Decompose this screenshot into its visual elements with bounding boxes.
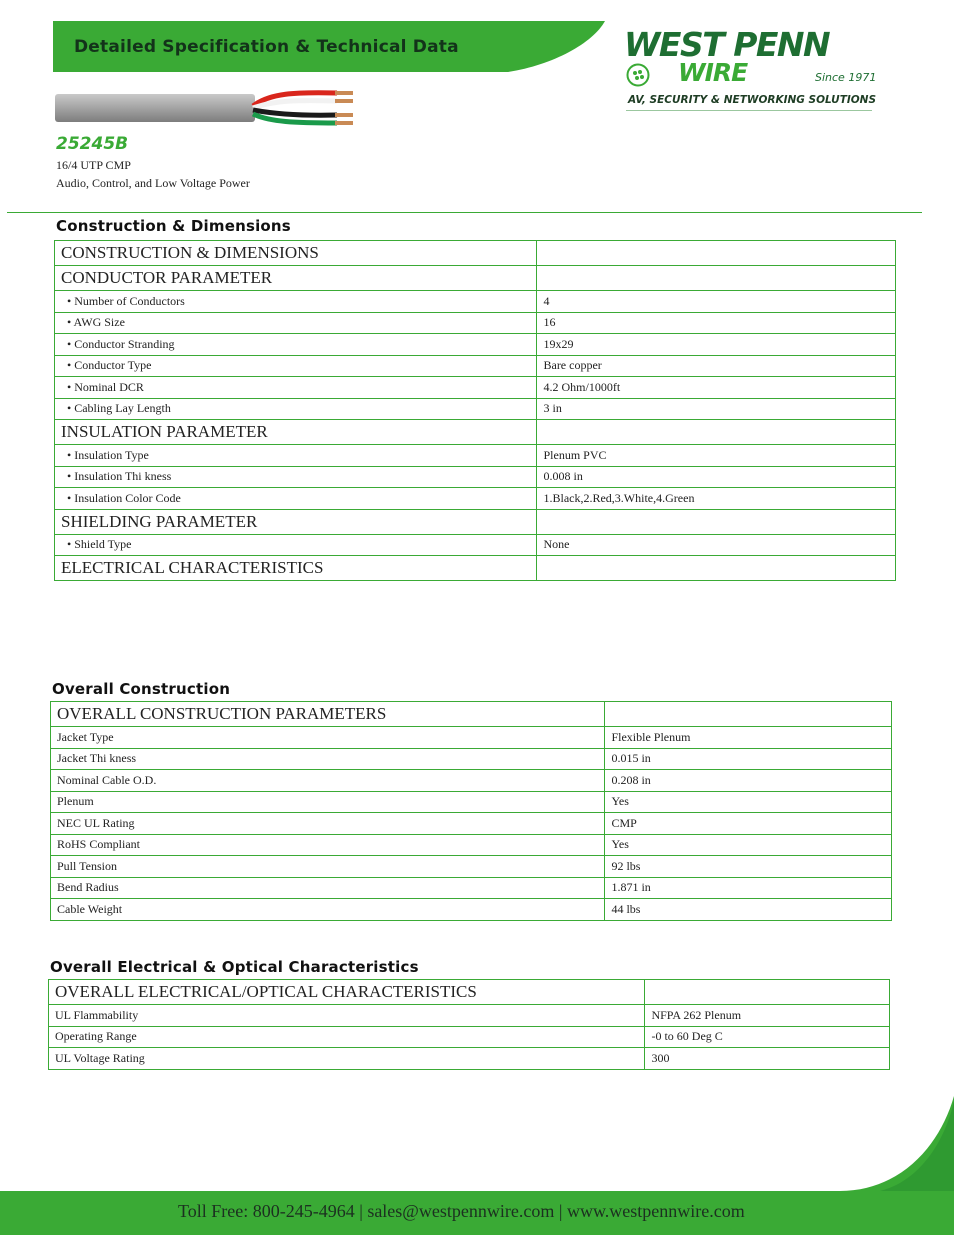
part-number: 25245B	[56, 134, 129, 154]
west-penn-logo	[624, 26, 900, 116]
row-label: • Conductor Stranding	[55, 334, 537, 356]
section-title-overall-construction: Overall Construction	[52, 680, 231, 698]
table-row	[49, 1005, 890, 1027]
table-row	[51, 813, 892, 835]
row-label: Cable Weight	[51, 899, 605, 921]
table-row	[51, 727, 892, 749]
table-row	[51, 877, 892, 899]
row-value: 0.015 in	[605, 748, 892, 770]
section-title-electrical: Overall Electrical & Optical Characteristics	[50, 958, 419, 976]
row-value: CMP	[605, 813, 892, 835]
row-value	[605, 702, 892, 727]
row-label: OVERALL CONSTRUCTION PARAMETERS	[51, 702, 605, 727]
row-label: Plenum	[51, 791, 605, 813]
row-value	[537, 420, 896, 445]
row-label: • Cabling Lay Length	[55, 398, 537, 420]
construction-table	[54, 240, 896, 581]
row-label: NEC UL Rating	[51, 813, 605, 835]
row-value: 4	[537, 291, 896, 313]
table-section-row	[55, 556, 896, 581]
table-row	[55, 466, 896, 488]
table-row	[55, 377, 896, 399]
row-label: UL Voltage Rating	[49, 1048, 645, 1070]
row-label: RoHS Compliant	[51, 834, 605, 856]
row-label: • Insulation Thi kness	[55, 466, 537, 488]
overall-construction-table	[50, 701, 892, 921]
footer-contact: Toll Free: 800-245-4964 | sales@westpennwire.com | www.westpennwire.com	[178, 1201, 745, 1221]
row-label: • Shield Type	[55, 534, 537, 556]
table-row	[51, 899, 892, 921]
row-label: Pull Tension	[51, 856, 605, 878]
table-section-row	[55, 266, 896, 291]
row-value: 3 in	[537, 398, 896, 420]
table-row	[51, 770, 892, 792]
table-section-row	[55, 241, 896, 266]
banner-title: Detailed Specification & Technical Data	[74, 37, 459, 57]
row-label: • Insulation Type	[55, 445, 537, 467]
cable-image	[55, 88, 355, 128]
row-value: 16	[537, 312, 896, 334]
row-label: CONDUCTOR PARAMETER	[55, 266, 537, 291]
row-value: 4.2 Ohm/1000ft	[537, 377, 896, 399]
row-label: Nominal Cable O.D.	[51, 770, 605, 792]
table-row	[51, 791, 892, 813]
row-label: • Nominal DCR	[55, 377, 537, 399]
row-value: 19x29	[537, 334, 896, 356]
row-value: Plenum PVC	[537, 445, 896, 467]
row-value: Yes	[605, 834, 892, 856]
logo-name-bottom: WIRE	[678, 58, 748, 87]
table-row	[55, 445, 896, 467]
table-row	[51, 856, 892, 878]
table-row	[55, 488, 896, 510]
row-label: • Conductor Type	[55, 355, 537, 377]
row-value: Flexible Plenum	[605, 727, 892, 749]
row-value: None	[537, 534, 896, 556]
row-label: • Number of Conductors	[55, 291, 537, 313]
row-value: 1.871 in	[605, 877, 892, 899]
row-label: Operating Range	[49, 1026, 645, 1048]
table-row	[51, 748, 892, 770]
table-section-row	[49, 980, 890, 1005]
row-value: Yes	[605, 791, 892, 813]
row-label: UL Flammability	[49, 1005, 645, 1027]
row-value: 44 lbs	[605, 899, 892, 921]
table-row	[55, 291, 896, 313]
row-value: 92 lbs	[605, 856, 892, 878]
table-section-row	[55, 420, 896, 445]
row-value: -0 to 60 Deg C	[645, 1026, 890, 1048]
table-section-row	[51, 702, 892, 727]
table-row	[49, 1048, 890, 1070]
row-value: 0.008 in	[537, 466, 896, 488]
row-label: • Insulation Color Code	[55, 488, 537, 510]
row-value: NFPA 262 Plenum	[645, 1005, 890, 1027]
header-divider	[7, 212, 922, 213]
row-value	[537, 266, 896, 291]
row-value: 1.Black,2.Red,3.White,4.Green	[537, 488, 896, 510]
row-value: Bare copper	[537, 355, 896, 377]
row-value	[537, 556, 896, 581]
row-value	[537, 241, 896, 266]
table-row	[49, 1026, 890, 1048]
table-row	[55, 534, 896, 556]
row-label: CONSTRUCTION & DIMENSIONS	[55, 241, 537, 266]
product-application: Audio, Control, and Low Voltage Power	[56, 176, 250, 190]
electrical-table	[48, 979, 890, 1070]
table-row	[51, 834, 892, 856]
logo-since: Since 1971	[815, 71, 877, 84]
row-label: Bend Radius	[51, 877, 605, 899]
table-row	[55, 334, 896, 356]
product-description: 16/4 UTP CMP	[56, 158, 131, 172]
table-row	[55, 398, 896, 420]
row-label: • AWG Size	[55, 312, 537, 334]
table-section-row	[55, 509, 896, 534]
row-value: 300	[645, 1048, 890, 1070]
row-label: Jacket Thi kness	[51, 748, 605, 770]
section-title-construction: Construction & Dimensions	[56, 217, 291, 235]
logo-name-top: WEST PENN	[624, 25, 830, 64]
row-label: INSULATION PARAMETER	[55, 420, 537, 445]
logo-rule	[626, 110, 872, 111]
logo-tagline: AV, SECURITY & NETWORKING SOLUTIONS	[628, 94, 877, 106]
globe-icon	[626, 63, 650, 87]
row-label: SHIELDING PARAMETER	[55, 509, 537, 534]
table-row	[55, 312, 896, 334]
row-label: ELECTRICAL CHARACTERISTICS	[55, 556, 537, 581]
row-value: 0.208 in	[605, 770, 892, 792]
table-row	[55, 355, 896, 377]
row-value	[645, 980, 890, 1005]
row-label: OVERALL ELECTRICAL/OPTICAL CHARACTERISTICS	[49, 980, 645, 1005]
row-label: Jacket Type	[51, 727, 605, 749]
row-value	[537, 509, 896, 534]
